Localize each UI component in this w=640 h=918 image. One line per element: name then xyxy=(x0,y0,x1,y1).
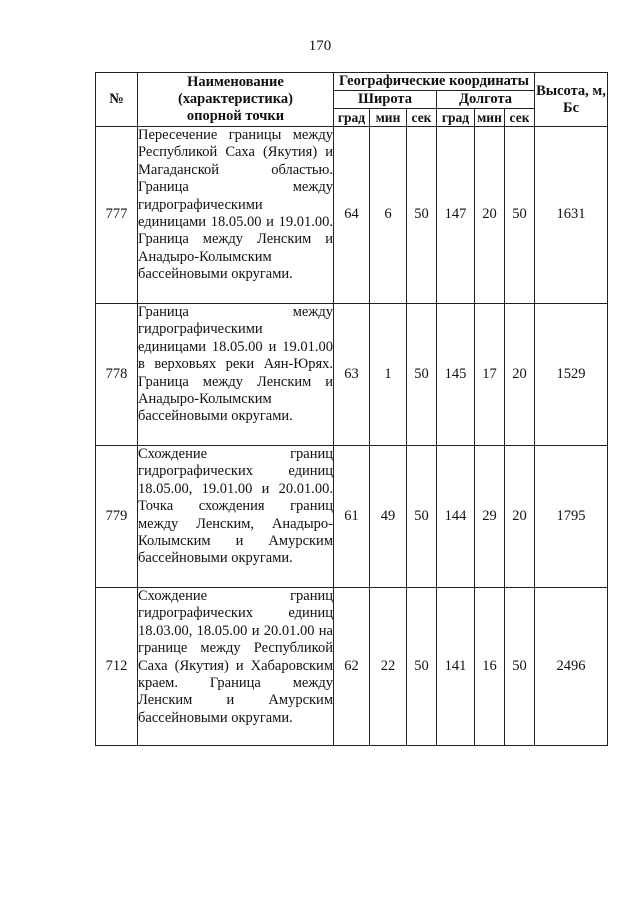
height-value: 1529 xyxy=(535,304,608,446)
table-header xyxy=(96,73,608,127)
row-name: Пересечение границы между Республикой Саха (Якутия) и Магаданской областью. Граница между гидрографическими единицами 18.05.00 и 19.01.00. Граница между Ленским и Анадыро-Колымским бассейновыми округами. xyxy=(138,127,334,304)
lat-sec: 50 xyxy=(407,446,437,588)
row-name: Граница между гидрографическими единицами 18.05.00 и 19.01.00 в верховьях реки Аян-Юрях. Граница между Ленским и Анадыро-Колымским бассейновыми округами. xyxy=(138,304,334,446)
lon-min: 20 xyxy=(475,127,505,304)
lat-sec: 50 xyxy=(407,588,437,746)
height-value: 1795 xyxy=(535,446,608,588)
table-row xyxy=(96,127,608,304)
row-name: Схождение границ гидрографических единиц 18.03.00, 18.05.00 и 20.01.00 на границе между Республикой Саха (Якутия) и Хабаровским краем. Граница между Ленским и Амурским бассейновыми округами. xyxy=(138,588,334,746)
lon-sec: 50 xyxy=(505,588,535,746)
lat-min: 49 xyxy=(370,446,407,588)
header-name: Наименование (характеристика) опорной точки xyxy=(138,73,334,127)
table-row xyxy=(96,304,608,446)
height-value: 1631 xyxy=(535,127,608,304)
header-lon-deg: град xyxy=(437,109,475,127)
header-lon-min: мин xyxy=(475,109,505,127)
lat-deg: 64 xyxy=(334,127,370,304)
header-lat-sec: сек xyxy=(407,109,437,127)
row-number: 712 xyxy=(96,588,138,746)
lat-min: 22 xyxy=(370,588,407,746)
header-coordinates: Географические координаты xyxy=(334,73,535,91)
lat-deg: 62 xyxy=(334,588,370,746)
lon-deg: 141 xyxy=(437,588,475,746)
table-row xyxy=(96,588,608,746)
row-name: Схождение границ гидрографических единиц 18.05.00, 19.01.00 и 20.01.00. Точка схождения границ между Ленским, Анадыро-Колымским и Амурским бассейновыми округами. xyxy=(138,446,334,588)
lat-min: 6 xyxy=(370,127,407,304)
lat-min: 1 xyxy=(370,304,407,446)
lat-deg: 63 xyxy=(334,304,370,446)
header-lat-deg: град xyxy=(334,109,370,127)
header-lat-min: мин xyxy=(370,109,407,127)
header-latitude: Широта xyxy=(334,91,437,109)
lon-sec: 20 xyxy=(505,446,535,588)
height-value: 2496 xyxy=(535,588,608,746)
table-row xyxy=(96,446,608,588)
lat-deg: 61 xyxy=(334,446,370,588)
lat-sec: 50 xyxy=(407,304,437,446)
page-number: 170 xyxy=(308,38,332,54)
lat-sec: 50 xyxy=(407,127,437,304)
header-number: № xyxy=(96,73,138,127)
lon-min: 17 xyxy=(475,304,505,446)
lon-sec: 20 xyxy=(505,304,535,446)
row-number: 779 xyxy=(96,446,138,588)
coordinates-table xyxy=(95,72,608,746)
row-number: 778 xyxy=(96,304,138,446)
header-lon-sec: сек xyxy=(505,109,535,127)
header-longitude: Долгота xyxy=(437,91,535,109)
lon-deg: 144 xyxy=(437,446,475,588)
row-number: 777 xyxy=(96,127,138,304)
lon-min: 29 xyxy=(475,446,505,588)
header-height: Высота, м, Бс xyxy=(535,73,608,127)
lon-min: 16 xyxy=(475,588,505,746)
lon-deg: 147 xyxy=(437,127,475,304)
lon-deg: 145 xyxy=(437,304,475,446)
lon-sec: 50 xyxy=(505,127,535,304)
